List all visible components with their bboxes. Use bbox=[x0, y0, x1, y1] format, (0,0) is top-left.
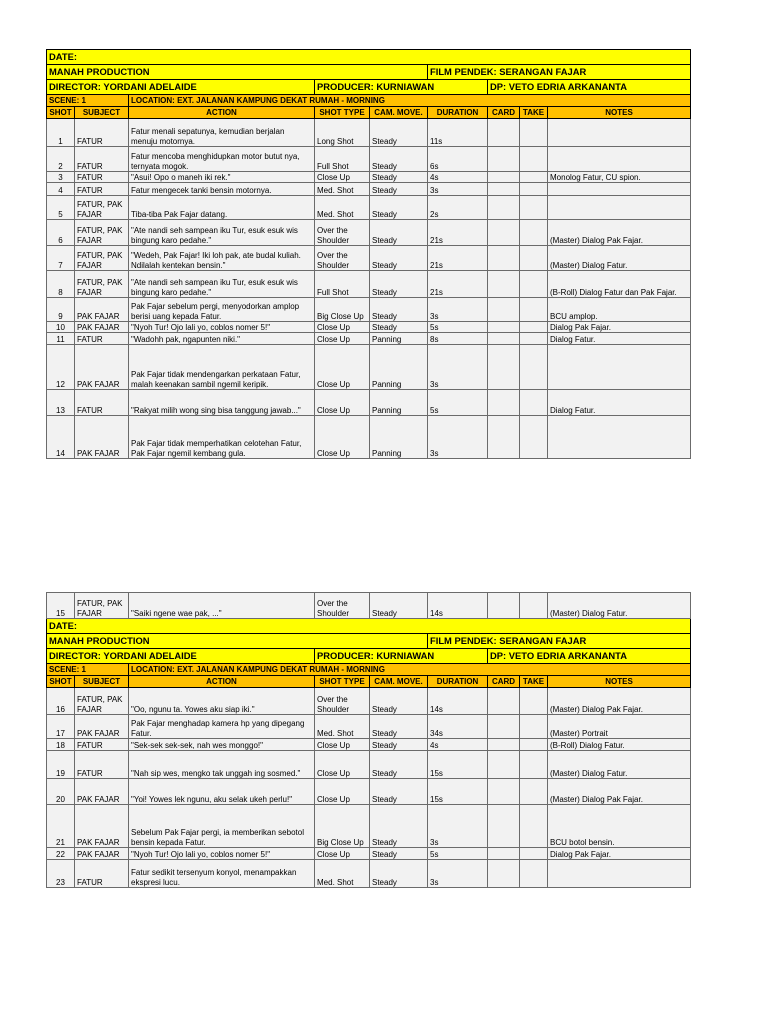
shot-number: 11 bbox=[47, 333, 75, 345]
table-row bbox=[47, 147, 691, 172]
col-duration: DURATION bbox=[428, 676, 488, 688]
col-card: CARD bbox=[488, 107, 520, 119]
shot-number: 20 bbox=[47, 779, 75, 805]
shot-list-table-2 bbox=[46, 592, 691, 888]
duration-cell: 8s bbox=[428, 333, 488, 345]
card-cell bbox=[488, 751, 520, 779]
card-cell bbox=[488, 333, 520, 345]
card-cell bbox=[488, 739, 520, 751]
action-cell: "Asui! Opo o maneh iki rek." bbox=[129, 172, 315, 183]
duration-cell: 5s bbox=[428, 848, 488, 860]
cam-move-cell: Steady bbox=[370, 147, 428, 172]
notes-cell: (Master) Dialog Fatur. bbox=[548, 593, 691, 619]
take-cell bbox=[520, 688, 548, 715]
shot-number: 18 bbox=[47, 739, 75, 751]
action-cell: "Nyoh Tur! Ojo lali yo, coblos nomer 5!" bbox=[129, 848, 315, 860]
cam-move-cell: Steady bbox=[370, 298, 428, 322]
subject-cell: FATUR, PAK FAJAR bbox=[75, 593, 129, 619]
subject-cell: PAK FAJAR bbox=[75, 345, 129, 390]
subject-cell: FATUR, PAK FAJAR bbox=[75, 271, 129, 298]
card-cell bbox=[488, 805, 520, 848]
card-cell bbox=[488, 779, 520, 805]
take-cell bbox=[520, 848, 548, 860]
notes-cell bbox=[548, 183, 691, 196]
take-cell bbox=[520, 271, 548, 298]
shot-number: 3 bbox=[47, 172, 75, 183]
shot-number: 16 bbox=[47, 688, 75, 715]
action-cell: Pak Fajar menghadap kamera hp yang dipegang Fatur. bbox=[129, 715, 315, 739]
cam-move-cell: Panning bbox=[370, 390, 428, 416]
take-cell bbox=[520, 183, 548, 196]
table-row bbox=[47, 322, 691, 333]
table-row bbox=[47, 739, 691, 751]
producer-name: PRODUCER: KURNIAWAN bbox=[315, 80, 488, 95]
shot-type-cell: Long Shot bbox=[315, 119, 370, 147]
card-cell bbox=[488, 147, 520, 172]
notes-cell: (Master) Dialog Fatur. bbox=[548, 751, 691, 779]
dp-name: DP: VETO EDRIA ARKANANTA bbox=[488, 80, 691, 95]
take-cell bbox=[520, 715, 548, 739]
notes-cell: Dialog Pak Fajar. bbox=[548, 848, 691, 860]
table-row bbox=[47, 416, 691, 459]
shot-list-page-2 bbox=[46, 592, 690, 888]
action-cell: "Saiki ngene wae pak, ..." bbox=[129, 593, 315, 619]
cam-move-cell: Steady bbox=[370, 183, 428, 196]
notes-cell bbox=[548, 416, 691, 459]
table-row bbox=[47, 860, 691, 888]
table-row bbox=[47, 751, 691, 779]
card-cell bbox=[488, 593, 520, 619]
duration-cell: 3s bbox=[428, 805, 488, 848]
subject-cell: FATUR, PAK FAJAR bbox=[75, 196, 129, 220]
shot-type-cell: Big Close Up bbox=[315, 805, 370, 848]
duration-cell: 15s bbox=[428, 779, 488, 805]
action-cell: "Ate nandi seh sampean iku Tur, esuk esuk wis bingung karo pedahe." bbox=[129, 271, 315, 298]
producer-name: PRODUCER: KURNIAWAN bbox=[315, 649, 488, 664]
duration-cell: 21s bbox=[428, 246, 488, 271]
subject-cell: FATUR bbox=[75, 751, 129, 779]
duration-cell: 21s bbox=[428, 271, 488, 298]
shot-number: 4 bbox=[47, 183, 75, 196]
subject-cell: PAK FAJAR bbox=[75, 298, 129, 322]
duration-cell: 2s bbox=[428, 196, 488, 220]
shot-number: 7 bbox=[47, 246, 75, 271]
shot-number: 9 bbox=[47, 298, 75, 322]
duration-cell: 15s bbox=[428, 751, 488, 779]
duration-cell: 21s bbox=[428, 220, 488, 246]
subject-cell: PAK FAJAR bbox=[75, 416, 129, 459]
card-cell bbox=[488, 183, 520, 196]
dp-name: DP: VETO EDRIA ARKANANTA bbox=[488, 649, 691, 664]
action-cell: Pak Fajar tidak memperhatikan celotehan Fatur, Pak Fajar ngemil kembang gula. bbox=[129, 416, 315, 459]
col-cam-move: CAM. MOVE. bbox=[370, 676, 428, 688]
table-row bbox=[47, 196, 691, 220]
take-cell bbox=[520, 805, 548, 848]
cam-move-cell: Steady bbox=[370, 848, 428, 860]
duration-cell: 14s bbox=[428, 688, 488, 715]
col-subject: SUBJECT bbox=[75, 107, 129, 119]
duration-cell: 3s bbox=[428, 183, 488, 196]
card-cell bbox=[488, 298, 520, 322]
cam-move-cell: Steady bbox=[370, 246, 428, 271]
shot-number: 13 bbox=[47, 390, 75, 416]
cam-move-cell: Steady bbox=[370, 739, 428, 751]
col-duration: DURATION bbox=[428, 107, 488, 119]
shot-type-cell: Close Up bbox=[315, 751, 370, 779]
duration-cell: 14s bbox=[428, 593, 488, 619]
subject-cell: PAK FAJAR bbox=[75, 848, 129, 860]
action-cell: "Ate nandi seh sampean iku Tur, esuk esuk wis bingung karo pedahe." bbox=[129, 220, 315, 246]
take-cell bbox=[520, 593, 548, 619]
card-cell bbox=[488, 271, 520, 298]
date-label: DATE: bbox=[47, 619, 691, 634]
take-cell bbox=[520, 416, 548, 459]
action-cell: Pak Fajar sebelum pergi, menyodorkan amplop berisi uang kepada Fatur. bbox=[129, 298, 315, 322]
production-name: MANAH PRODUCTION bbox=[47, 65, 428, 80]
subject-cell: FATUR bbox=[75, 119, 129, 147]
shot-type-cell: Close Up bbox=[315, 848, 370, 860]
director-name: DIRECTOR: YORDANI ADELAIDE bbox=[47, 649, 315, 664]
notes-cell bbox=[548, 196, 691, 220]
notes-cell: BCU amplop. bbox=[548, 298, 691, 322]
shot-type-cell: Close Up bbox=[315, 345, 370, 390]
director-name: DIRECTOR: YORDANI ADELAIDE bbox=[47, 80, 315, 95]
duration-cell: 6s bbox=[428, 147, 488, 172]
take-cell bbox=[520, 333, 548, 345]
notes-cell: Monolog Fatur, CU spion. bbox=[548, 172, 691, 183]
table-row bbox=[47, 848, 691, 860]
shot-type-cell: Over the Shoulder bbox=[315, 220, 370, 246]
action-cell: "Nah sip wes, mengko tak unggah ing sosmed." bbox=[129, 751, 315, 779]
shot-type-cell: Med. Shot bbox=[315, 196, 370, 220]
notes-cell: (B-Roll) Dialog Fatur dan Pak Fajar. bbox=[548, 271, 691, 298]
shot-number: 6 bbox=[47, 220, 75, 246]
date-label: DATE: bbox=[47, 50, 691, 65]
take-cell bbox=[520, 345, 548, 390]
column-header-row bbox=[47, 107, 691, 119]
scene-number: SCENE: 1 bbox=[47, 664, 129, 676]
take-cell bbox=[520, 196, 548, 220]
action-cell: Fatur menali sepatunya, kemudian berjalan menuju motornya. bbox=[129, 119, 315, 147]
card-cell bbox=[488, 196, 520, 220]
shot-row-15 bbox=[47, 593, 691, 619]
notes-cell: (Master) Portrait bbox=[548, 715, 691, 739]
notes-cell: Dialog Fatur. bbox=[548, 390, 691, 416]
table-row bbox=[47, 715, 691, 739]
notes-cell: (Master) Dialog Pak Fajar. bbox=[548, 779, 691, 805]
shot-rows-2 bbox=[47, 688, 691, 888]
subject-cell: PAK FAJAR bbox=[75, 322, 129, 333]
notes-cell: (Master) Dialog Pak Fajar. bbox=[548, 220, 691, 246]
cam-move-cell: Steady bbox=[370, 715, 428, 739]
duration-cell: 3s bbox=[428, 298, 488, 322]
col-take: TAKE bbox=[520, 676, 548, 688]
notes-cell: Dialog Fatur. bbox=[548, 333, 691, 345]
subject-cell: FATUR bbox=[75, 333, 129, 345]
subject-cell: FATUR, PAK FAJAR bbox=[75, 246, 129, 271]
shot-number: 22 bbox=[47, 848, 75, 860]
shot-number: 8 bbox=[47, 271, 75, 298]
action-cell: "Oo, ngunu ta. Yowes aku siap iki." bbox=[129, 688, 315, 715]
shot-number: 1 bbox=[47, 119, 75, 147]
card-cell bbox=[488, 246, 520, 271]
shot-number: 23 bbox=[47, 860, 75, 888]
shot-type-cell: Med. Shot bbox=[315, 183, 370, 196]
duration-cell: 11s bbox=[428, 119, 488, 147]
take-cell bbox=[520, 298, 548, 322]
shot-type-cell: Over the Shoulder bbox=[315, 688, 370, 715]
action-cell: "Yoi! Yowes lek ngunu, aku selak ukeh perlu!" bbox=[129, 779, 315, 805]
notes-cell: BCU botol bensin. bbox=[548, 805, 691, 848]
shot-number: 2 bbox=[47, 147, 75, 172]
table-row bbox=[47, 390, 691, 416]
shot-type-cell: Med. Shot bbox=[315, 715, 370, 739]
cam-move-cell: Steady bbox=[370, 751, 428, 779]
take-cell bbox=[520, 147, 548, 172]
notes-cell bbox=[548, 860, 691, 888]
col-shot-type: SHOT TYPE bbox=[315, 107, 370, 119]
action-cell: "Wadohh pak, ngapunten niki." bbox=[129, 333, 315, 345]
card-cell bbox=[488, 688, 520, 715]
action-cell: "Sek-sek sek-sek, nah wes monggo!" bbox=[129, 739, 315, 751]
shot-number: 12 bbox=[47, 345, 75, 390]
shot-type-cell: Full Shot bbox=[315, 271, 370, 298]
subject-cell: FATUR bbox=[75, 739, 129, 751]
cam-move-cell: Steady bbox=[370, 322, 428, 333]
cam-move-cell: Steady bbox=[370, 220, 428, 246]
table-row bbox=[47, 246, 691, 271]
shot-type-cell: Big Close Up bbox=[315, 298, 370, 322]
table-row bbox=[47, 172, 691, 183]
action-cell: Tiba-tiba Pak Fajar datang. bbox=[129, 196, 315, 220]
table-row bbox=[47, 688, 691, 715]
duration-cell: 5s bbox=[428, 322, 488, 333]
scene-number: SCENE: 1 bbox=[47, 95, 129, 107]
cam-move-cell: Steady bbox=[370, 779, 428, 805]
shot-number: 21 bbox=[47, 805, 75, 848]
shot-type-cell: Close Up bbox=[315, 739, 370, 751]
action-cell: Fatur mencoba menghidupkan motor butut nya, ternyata mogok. bbox=[129, 147, 315, 172]
table-row bbox=[47, 345, 691, 390]
take-cell bbox=[520, 246, 548, 271]
table-row bbox=[47, 593, 691, 619]
production-name: MANAH PRODUCTION bbox=[47, 634, 428, 649]
take-cell bbox=[520, 751, 548, 779]
shot-type-cell: Close Up bbox=[315, 172, 370, 183]
shot-number: 10 bbox=[47, 322, 75, 333]
notes-cell: (Master) Dialog Pak Fajar. bbox=[548, 688, 691, 715]
table-row bbox=[47, 220, 691, 246]
card-cell bbox=[488, 860, 520, 888]
notes-cell: (Master) Dialog Fatur. bbox=[548, 246, 691, 271]
cam-move-cell: Steady bbox=[370, 119, 428, 147]
col-action: ACTION bbox=[129, 107, 315, 119]
cam-move-cell: Steady bbox=[370, 196, 428, 220]
action-cell: "Rakyat milih wong sing bisa tanggung jawab..." bbox=[129, 390, 315, 416]
col-cam-move: CAM. MOVE. bbox=[370, 107, 428, 119]
shot-list-table-1 bbox=[46, 49, 691, 459]
shot-type-cell: Med. Shot bbox=[315, 860, 370, 888]
cam-move-cell: Steady bbox=[370, 860, 428, 888]
card-cell bbox=[488, 345, 520, 390]
shot-type-cell: Over the Shoulder bbox=[315, 593, 370, 619]
action-cell: Fatur sedikit tersenyum konyol, menampakkan ekspresi lucu. bbox=[129, 860, 315, 888]
subject-cell: FATUR bbox=[75, 147, 129, 172]
duration-cell: 3s bbox=[428, 416, 488, 459]
col-subject: SUBJECT bbox=[75, 676, 129, 688]
col-action: ACTION bbox=[129, 676, 315, 688]
notes-cell: (B-Roll) Dialog Fatur. bbox=[548, 739, 691, 751]
col-notes: NOTES bbox=[548, 676, 691, 688]
subject-cell: FATUR bbox=[75, 860, 129, 888]
table-row bbox=[47, 119, 691, 147]
cam-move-cell: Steady bbox=[370, 805, 428, 848]
duration-cell: 3s bbox=[428, 860, 488, 888]
shot-list-page-1 bbox=[46, 49, 690, 459]
cam-move-cell: Steady bbox=[370, 271, 428, 298]
subject-cell: PAK FAJAR bbox=[75, 779, 129, 805]
table-row bbox=[47, 333, 691, 345]
table-row bbox=[47, 805, 691, 848]
action-cell: "Wedeh, Pak Fajar! Iki loh pak, ate budal kuliah. Ndilalah kentekan bensin." bbox=[129, 246, 315, 271]
action-cell: Sebelum Pak Fajar pergi, ia memberikan sebotol bensin kepada Fatur. bbox=[129, 805, 315, 848]
duration-cell: 4s bbox=[428, 739, 488, 751]
take-cell bbox=[520, 119, 548, 147]
subject-cell: FATUR, PAK FAJAR bbox=[75, 220, 129, 246]
card-cell bbox=[488, 322, 520, 333]
take-cell bbox=[520, 779, 548, 805]
card-cell bbox=[488, 416, 520, 459]
subject-cell: FATUR, PAK FAJAR bbox=[75, 688, 129, 715]
cam-move-cell: Steady bbox=[370, 688, 428, 715]
card-cell bbox=[488, 715, 520, 739]
shot-type-cell: Close Up bbox=[315, 390, 370, 416]
cam-move-cell: Panning bbox=[370, 333, 428, 345]
take-cell bbox=[520, 390, 548, 416]
cam-move-cell: Panning bbox=[370, 416, 428, 459]
col-card: CARD bbox=[488, 676, 520, 688]
take-cell bbox=[520, 322, 548, 333]
notes-cell bbox=[548, 345, 691, 390]
col-shot: SHOT bbox=[47, 107, 75, 119]
cam-move-cell: Steady bbox=[370, 172, 428, 183]
card-cell bbox=[488, 172, 520, 183]
table-row bbox=[47, 298, 691, 322]
col-take: TAKE bbox=[520, 107, 548, 119]
action-cell: Pak Fajar tidak mendengarkan perkataan Fatur, malah keenakan sambil ngemil keripik. bbox=[129, 345, 315, 390]
shot-number: 17 bbox=[47, 715, 75, 739]
take-cell bbox=[520, 739, 548, 751]
take-cell bbox=[520, 860, 548, 888]
card-cell bbox=[488, 390, 520, 416]
film-title: FILM PENDEK: SERANGAN FAJAR bbox=[428, 634, 691, 649]
notes-cell: Dialog Pak Fajar. bbox=[548, 322, 691, 333]
cam-move-cell: Panning bbox=[370, 345, 428, 390]
subject-cell: FATUR bbox=[75, 172, 129, 183]
shot-type-cell: Close Up bbox=[315, 779, 370, 805]
column-header-row bbox=[47, 676, 691, 688]
card-cell bbox=[488, 119, 520, 147]
shot-number: 5 bbox=[47, 196, 75, 220]
col-shot: SHOT bbox=[47, 676, 75, 688]
duration-cell: 5s bbox=[428, 390, 488, 416]
shot-type-cell: Close Up bbox=[315, 322, 370, 333]
card-cell bbox=[488, 220, 520, 246]
scene-location: LOCATION: EXT. JALANAN KAMPUNG DEKAT RUMAH - MORNING bbox=[129, 664, 691, 676]
notes-cell bbox=[548, 147, 691, 172]
action-cell: Fatur mengecek tanki bensin motornya. bbox=[129, 183, 315, 196]
table-row bbox=[47, 779, 691, 805]
subject-cell: PAK FAJAR bbox=[75, 715, 129, 739]
film-title: FILM PENDEK: SERANGAN FAJAR bbox=[428, 65, 691, 80]
shot-type-cell: Over the Shoulder bbox=[315, 246, 370, 271]
shot-number: 19 bbox=[47, 751, 75, 779]
notes-cell bbox=[548, 119, 691, 147]
col-notes: NOTES bbox=[548, 107, 691, 119]
take-cell bbox=[520, 220, 548, 246]
take-cell bbox=[520, 172, 548, 183]
action-cell: "Nyoh Tur! Ojo lali yo, coblos nomer 5!" bbox=[129, 322, 315, 333]
col-shot-type: SHOT TYPE bbox=[315, 676, 370, 688]
shot-rows-1 bbox=[47, 119, 691, 459]
shot-number: 14 bbox=[47, 416, 75, 459]
card-cell bbox=[488, 848, 520, 860]
table-row bbox=[47, 183, 691, 196]
duration-cell: 34s bbox=[428, 715, 488, 739]
shot-type-cell: Close Up bbox=[315, 333, 370, 345]
shot-type-cell: Close Up bbox=[315, 416, 370, 459]
duration-cell: 3s bbox=[428, 345, 488, 390]
subject-cell: FATUR bbox=[75, 390, 129, 416]
shot-number: 15 bbox=[47, 593, 75, 619]
table-row bbox=[47, 271, 691, 298]
scene-location: LOCATION: EXT. JALANAN KAMPUNG DEKAT RUMAH - MORNING bbox=[129, 95, 691, 107]
shot-type-cell: Full Shot bbox=[315, 147, 370, 172]
subject-cell: FATUR bbox=[75, 183, 129, 196]
subject-cell: PAK FAJAR bbox=[75, 805, 129, 848]
duration-cell: 4s bbox=[428, 172, 488, 183]
cam-move-cell: Steady bbox=[370, 593, 428, 619]
